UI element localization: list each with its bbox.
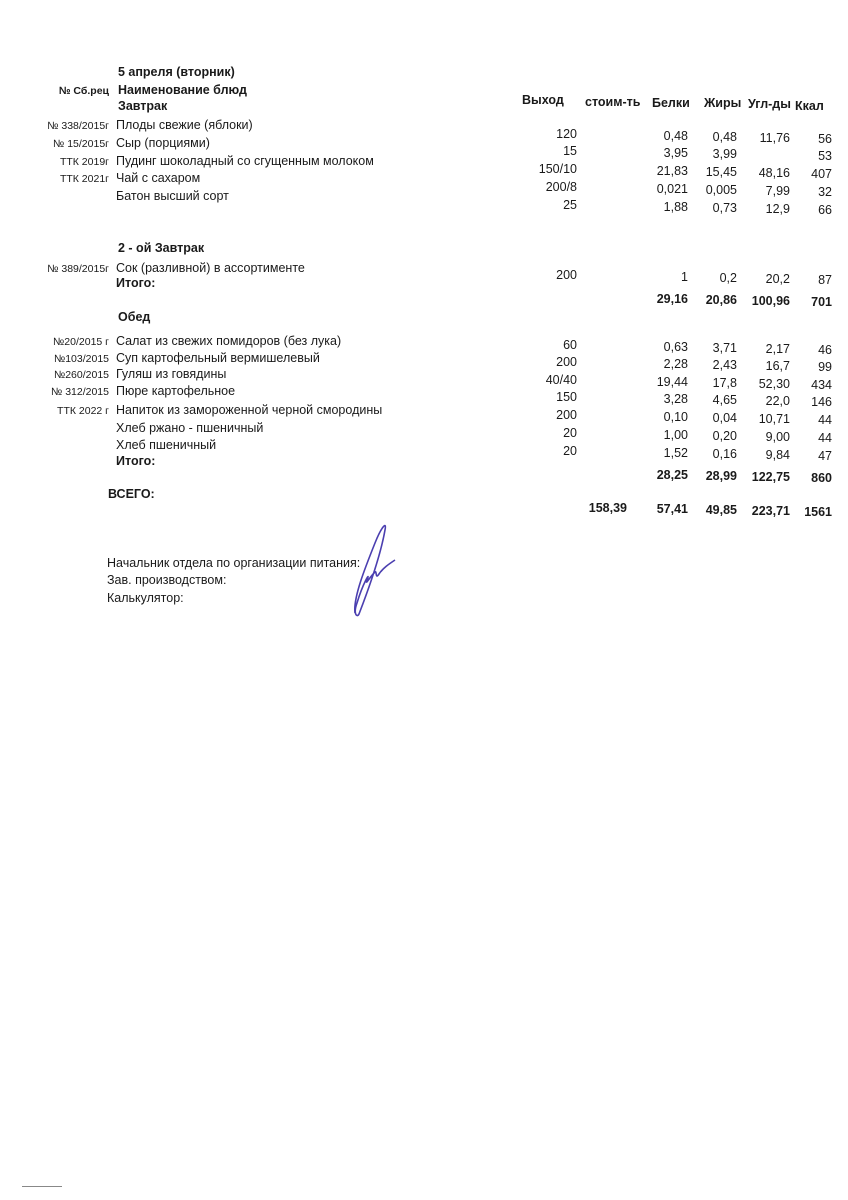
dish-name: Сок (разливной) в ассортименте <box>116 261 305 275</box>
dish-kcal: 32 <box>818 185 832 199</box>
dish-protein: 3,95 <box>663 146 688 160</box>
dish-kcal: 87 <box>818 273 832 287</box>
dish-kcal: 99 <box>818 360 832 374</box>
dish-protein: 2,28 <box>663 357 688 371</box>
dish-name: Пюре картофельное <box>116 384 236 398</box>
dish-protein: 0,021 <box>656 182 688 196</box>
dish-name: Батон высший сорт <box>116 189 229 203</box>
dish-carbs: 2,17 <box>765 342 790 356</box>
dish-fat: 4,65 <box>712 393 737 407</box>
dish-name: Салат из свежих помидоров (без лука) <box>116 334 342 348</box>
dish-protein: 19,44 <box>656 375 688 389</box>
subtotal-label: Итого: <box>116 454 156 468</box>
subtotal-fat: 20,86 <box>705 293 737 307</box>
dish-output: 200 <box>556 355 577 369</box>
dish-fat: 3,71 <box>712 341 737 355</box>
subtotal-carbs: 100,96 <box>751 294 790 308</box>
dish-protein: 0,48 <box>663 129 688 143</box>
dish-output: 200 <box>556 268 577 282</box>
dish-kcal: 44 <box>818 431 832 445</box>
dish-kcal: 146 <box>811 395 832 409</box>
dish-fat: 0,2 <box>719 271 737 285</box>
dish-protein: 0,63 <box>663 340 688 354</box>
recipe-code: №260/2015 <box>53 369 109 381</box>
dish-kcal: 47 <box>818 449 832 463</box>
signature-line: Калькулятор: <box>107 591 184 605</box>
dish-name: Сыр (порциями) <box>116 136 210 150</box>
dish-kcal: 407 <box>811 167 832 181</box>
subtotal-carbs: 122,75 <box>751 470 790 484</box>
menu-date: 5 апреля (вторник) <box>118 65 235 79</box>
dish-protein: 1,52 <box>663 446 688 460</box>
recipe-code: № 338/2015г <box>47 120 109 132</box>
recipe-code: ТТК 2022 г <box>57 405 109 417</box>
dish-protein: 1,00 <box>663 428 688 442</box>
header-carbs: Угл-ды <box>748 97 791 111</box>
dish-output: 20 <box>563 426 577 440</box>
dish-carbs: 16,7 <box>765 359 790 373</box>
dish-carbs: 9,84 <box>765 448 790 462</box>
dish-carbs: 22,0 <box>765 394 790 408</box>
dish-kcal: 44 <box>818 413 832 427</box>
recipe-code: № 389/2015г <box>47 263 109 275</box>
recipe-code: ТТК 2021г <box>59 173 109 185</box>
dish-name: Плоды свежие (яблоки) <box>116 118 253 132</box>
recipe-code: №103/2015 <box>53 353 109 365</box>
header-code: № Сб.рец <box>58 85 109 97</box>
recipe-code: № 15/2015г <box>53 138 109 150</box>
grand-total-cost: 158,39 <box>588 501 627 515</box>
section-title: Обед <box>118 310 151 324</box>
dish-kcal: 53 <box>818 149 832 163</box>
dish-fat: 0,005 <box>705 183 737 197</box>
dish-fat: 0,48 <box>712 130 737 144</box>
grand-total-label: ВСЕГО: <box>108 487 155 501</box>
subtotal-protein: 29,16 <box>656 292 688 306</box>
dish-output: 150/10 <box>538 162 577 176</box>
dish-name: Хлеб пшеничный <box>116 438 217 452</box>
grand-total-kcal: 1561 <box>804 505 832 519</box>
dish-fat: 15,45 <box>705 165 737 179</box>
dish-kcal: 66 <box>818 203 832 217</box>
subtotal-kcal: 701 <box>811 295 832 309</box>
header-name: Наименование блюд <box>118 83 247 97</box>
dish-name: Хлеб ржано - пшеничный <box>116 421 264 435</box>
dish-fat: 17,8 <box>712 376 737 390</box>
subtotal-label: Итого: <box>116 276 156 290</box>
header-fat: Жиры <box>704 96 742 110</box>
dish-fat: 0,20 <box>712 429 737 443</box>
dish-output: 15 <box>563 144 577 158</box>
page-edge-line <box>22 1186 62 1187</box>
grand-total-protein: 57,41 <box>656 502 688 516</box>
dish-name: Гуляш из говядины <box>116 367 227 381</box>
dish-output: 200 <box>556 408 577 422</box>
section-title: Завтрак <box>118 99 168 113</box>
header-protein: Белки <box>652 96 690 110</box>
dish-output: 120 <box>556 127 577 141</box>
subtotal-fat: 28,99 <box>705 469 737 483</box>
dish-carbs: 20,2 <box>765 272 790 286</box>
dish-fat: 3,99 <box>712 147 737 161</box>
dish-fat: 2,43 <box>712 358 737 372</box>
subtotal-protein: 28,25 <box>656 468 688 482</box>
dish-name: Пудинг шоколадный со сгущенным молоком <box>116 154 374 168</box>
dish-carbs: 9,00 <box>765 430 790 444</box>
grand-total-fat: 49,85 <box>705 503 737 517</box>
recipe-code: ТТК 2019г <box>59 156 109 168</box>
dish-output: 40/40 <box>545 373 577 387</box>
dish-carbs: 48,16 <box>758 166 790 180</box>
dish-name: Чай с сахаром <box>116 171 201 185</box>
dish-protein: 3,28 <box>663 392 688 406</box>
dish-carbs: 12,9 <box>765 202 790 216</box>
recipe-code: № 312/2015 <box>51 386 109 398</box>
dish-kcal: 434 <box>811 378 832 392</box>
dish-carbs: 7,99 <box>765 184 790 198</box>
dish-protein: 21,83 <box>656 164 688 178</box>
handwritten-signature <box>345 518 425 618</box>
dish-fat: 0,04 <box>712 411 737 425</box>
subtotal-kcal: 860 <box>811 471 832 485</box>
dish-protein: 1 <box>681 270 688 284</box>
section-title: 2 - ой Завтрак <box>118 241 205 255</box>
dish-output: 25 <box>563 198 577 212</box>
dish-protein: 0,10 <box>663 410 688 424</box>
dish-protein: 1,88 <box>663 200 688 214</box>
grand-total-carbs: 223,71 <box>751 504 790 518</box>
signature-line: Начальник отдела по организации питания: <box>107 556 361 570</box>
dish-fat: 0,16 <box>712 447 737 461</box>
dish-carbs: 52,30 <box>758 377 790 391</box>
dish-output: 60 <box>563 338 577 352</box>
dish-name: Суп картофельный вермишелевый <box>116 351 320 365</box>
dish-output: 200/8 <box>545 180 577 194</box>
header-kcal: Ккал <box>795 99 824 113</box>
dish-carbs: 10,71 <box>758 412 790 426</box>
dish-carbs: 11,76 <box>759 131 790 145</box>
dish-kcal: 46 <box>818 343 832 357</box>
dish-kcal: 56 <box>818 132 832 146</box>
recipe-code: №20/2015 г <box>53 336 109 348</box>
dish-output: 150 <box>556 390 577 404</box>
signature-line: Зав. производством: <box>107 573 227 587</box>
header-cost: стоим-ть <box>585 95 641 109</box>
header-output: Выход <box>522 93 564 107</box>
dish-output: 20 <box>563 444 577 458</box>
dish-name: Напиток из замороженной черной смородины <box>116 403 383 417</box>
dish-fat: 0,73 <box>712 201 737 215</box>
